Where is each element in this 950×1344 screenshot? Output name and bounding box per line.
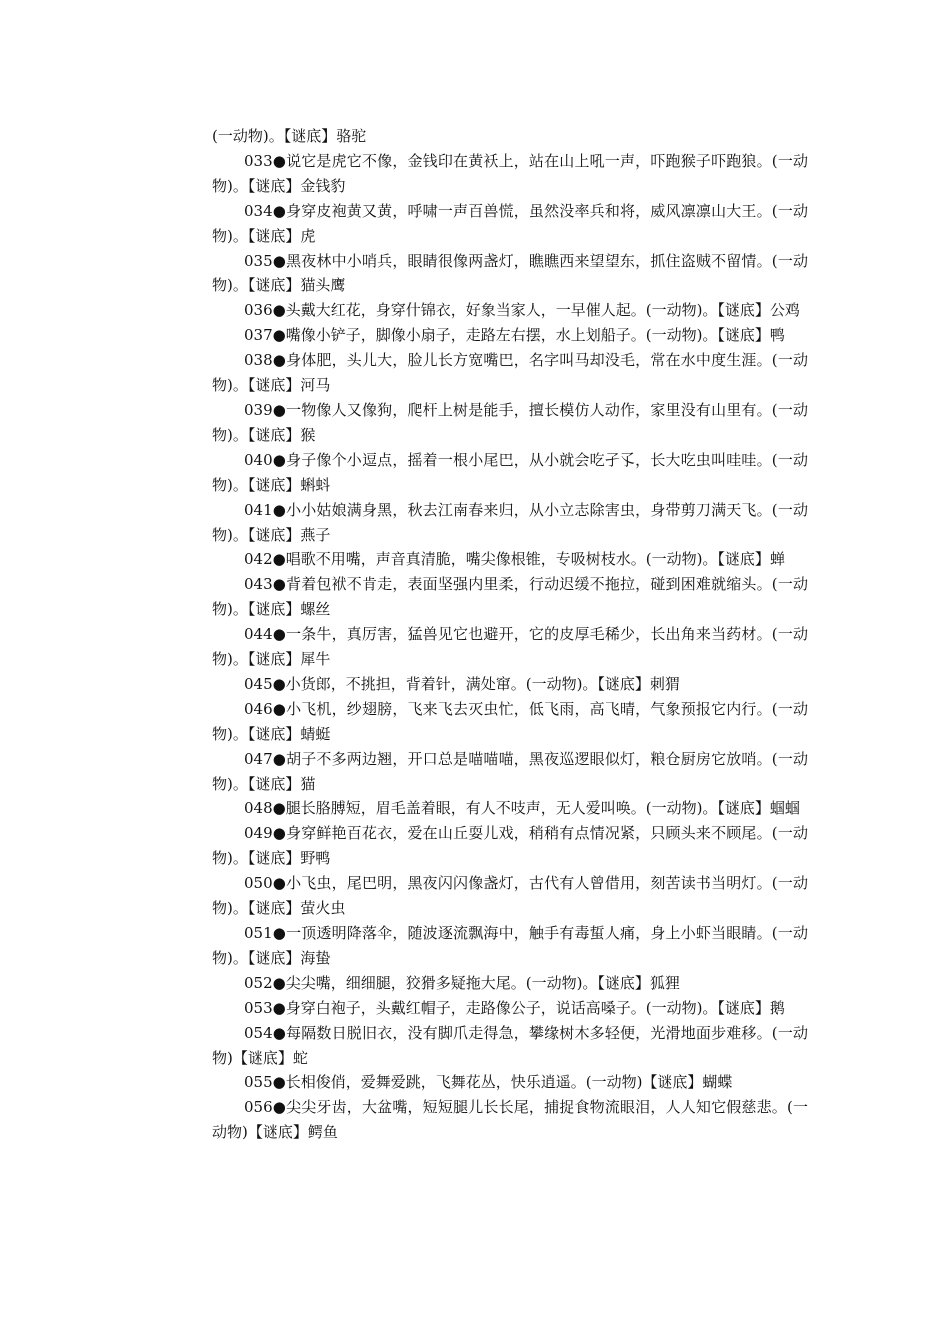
riddle-paragraph: 054●每隔数日脱旧衣，没有脚爪走得急，攀缘树木多轻便，光滑地面步难移。(一动物)【谜底】蛇 (212, 1023, 808, 1067)
riddle-paragraph: 045●小货郎，不挑担，背着针，满处窜。(一动物)。【谜底】刺猬 (244, 674, 680, 693)
riddle-paragraph: 044●一条牛，真厉害，猛兽见它也避开，它的皮厚毛稀少，长出角来当药材。(一动物)。【谜底】犀牛 (212, 625, 808, 669)
riddle-paragraph: 036●头戴大红花，身穿什锦衣，好象当家人，一早催人起。(一动物)。【谜底】公鸡 (244, 301, 800, 320)
riddle-paragraph: 050●小飞虫，尾巴明，黑夜闪闪像盏灯，古代有人曾借用，刻苦读书当明灯。(一动物)。【谜底】萤火虫 (212, 874, 808, 918)
lead-answer-line: (一动物)。【谜底】骆驼 (212, 127, 367, 145)
riddle-paragraph: 033●说它是虎它不像，金钱印在黄袄上，站在山上吼一声，吓跑猴子吓跑狼。(一动物)。【谜底】金钱豹 (212, 151, 808, 195)
riddle-paragraph: 043●背着包袱不肯走，表面坚强内里柔，行动迟缓不拖拉，碰到困难就缩头。(一动物)。【谜底】螺丝 (212, 575, 808, 619)
riddle-paragraph: 039●一物像人又像狗，爬杆上树是能手，擅长模仿人动作，家里没有山里有。(一动物)。【谜底】猴 (212, 400, 808, 444)
riddle-paragraph: 042●唱歌不用嘴，声音真清脆，嘴尖像根锥，专吸树枝水。(一动物)。【谜底】蝉 (244, 550, 785, 569)
riddle-paragraph: 035●黑夜林中小哨兵，眼睛很像两盏灯，瞧瞧西来望望东，抓住盗贼不留情。(一动物)。【谜底】猫头鹰 (212, 251, 808, 295)
riddle-paragraph: 053●身穿白袍子，头戴红帽子，走路像公子，说话高嗓子。(一动物)。【谜底】鹅 (244, 998, 785, 1017)
riddle-paragraph: 047●胡子不多两边翘，开口总是喵喵喵，黑夜巡逻眼似灯，粮仓厨房它放哨。(一动物)。【谜底】猫 (212, 749, 808, 793)
riddle-paragraph: 037●嘴像小铲子，脚像小扇子，走路左右摆，水上划船子。(一动物)。【谜底】鸭 (244, 326, 785, 345)
riddle-paragraph: 056●尖尖牙齿，大盆嘴，短短腿儿长长尾，捕捉食物流眼泪，人人知它假慈悲。(一动物)【谜底】鳄鱼 (212, 1098, 808, 1142)
riddle-paragraph: 040●身子像个小逗点，摇着一根小尾巴，从小就会吃孑孓，长大吃虫叫哇哇。(一动物)。【谜底】蝌蚪 (212, 450, 808, 494)
riddle-paragraph: 038●身体肥，头儿大，脸儿长方宽嘴巴，名字叫马却没毛，常在水中度生涯。(一动物)。【谜底】河马 (212, 351, 808, 395)
riddle-paragraph: 034●身穿皮袍黄又黄，呼啸一声百兽慌，虽然没率兵和将，威风凛凛山大王。(一动物)。【谜底】虎 (212, 201, 808, 245)
riddle-list (212, 149, 808, 1145)
riddle-paragraph: 055●长相俊俏，爱舞爱跳，飞舞花丛，快乐逍遥。(一动物)【谜底】蝴蝶 (244, 1073, 733, 1092)
document-page (212, 124, 808, 1145)
riddle-paragraph: 041●小小姑娘满身黑，秋去江南春来归，从小立志除害虫，身带剪刀满天飞。(一动物)。【谜底】燕子 (212, 500, 808, 544)
riddle-paragraph: 052●尖尖嘴，细细腿，狡猾多疑拖大尾。(一动物)。【谜底】狐狸 (244, 973, 680, 992)
riddle-paragraph: 051●一顶透明降落伞，随波逐流飘海中，触手有毒蜇人痛，身上小虾当眼睛。(一动物)。【谜底】海蛰 (212, 924, 808, 967)
riddle-paragraph: 046●小飞机，纱翅膀，飞来飞去灭虫忙，低飞雨，高飞晴，气象预报它内行。(一动物)。【谜底】蜻蜓 (212, 699, 808, 743)
riddle-paragraph: 049●身穿鲜艳百花衣，爱在山丘耍儿戏，稍稍有点情况紧，只顾头来不顾尾。(一动物)。【谜底】野鸭 (212, 824, 808, 868)
riddle-paragraph: 048●腿长胳膊短，眉毛盖着眼，有人不吱声，无人爱叫唤。(一动物)。【谜底】蝈蝈 (244, 799, 800, 818)
